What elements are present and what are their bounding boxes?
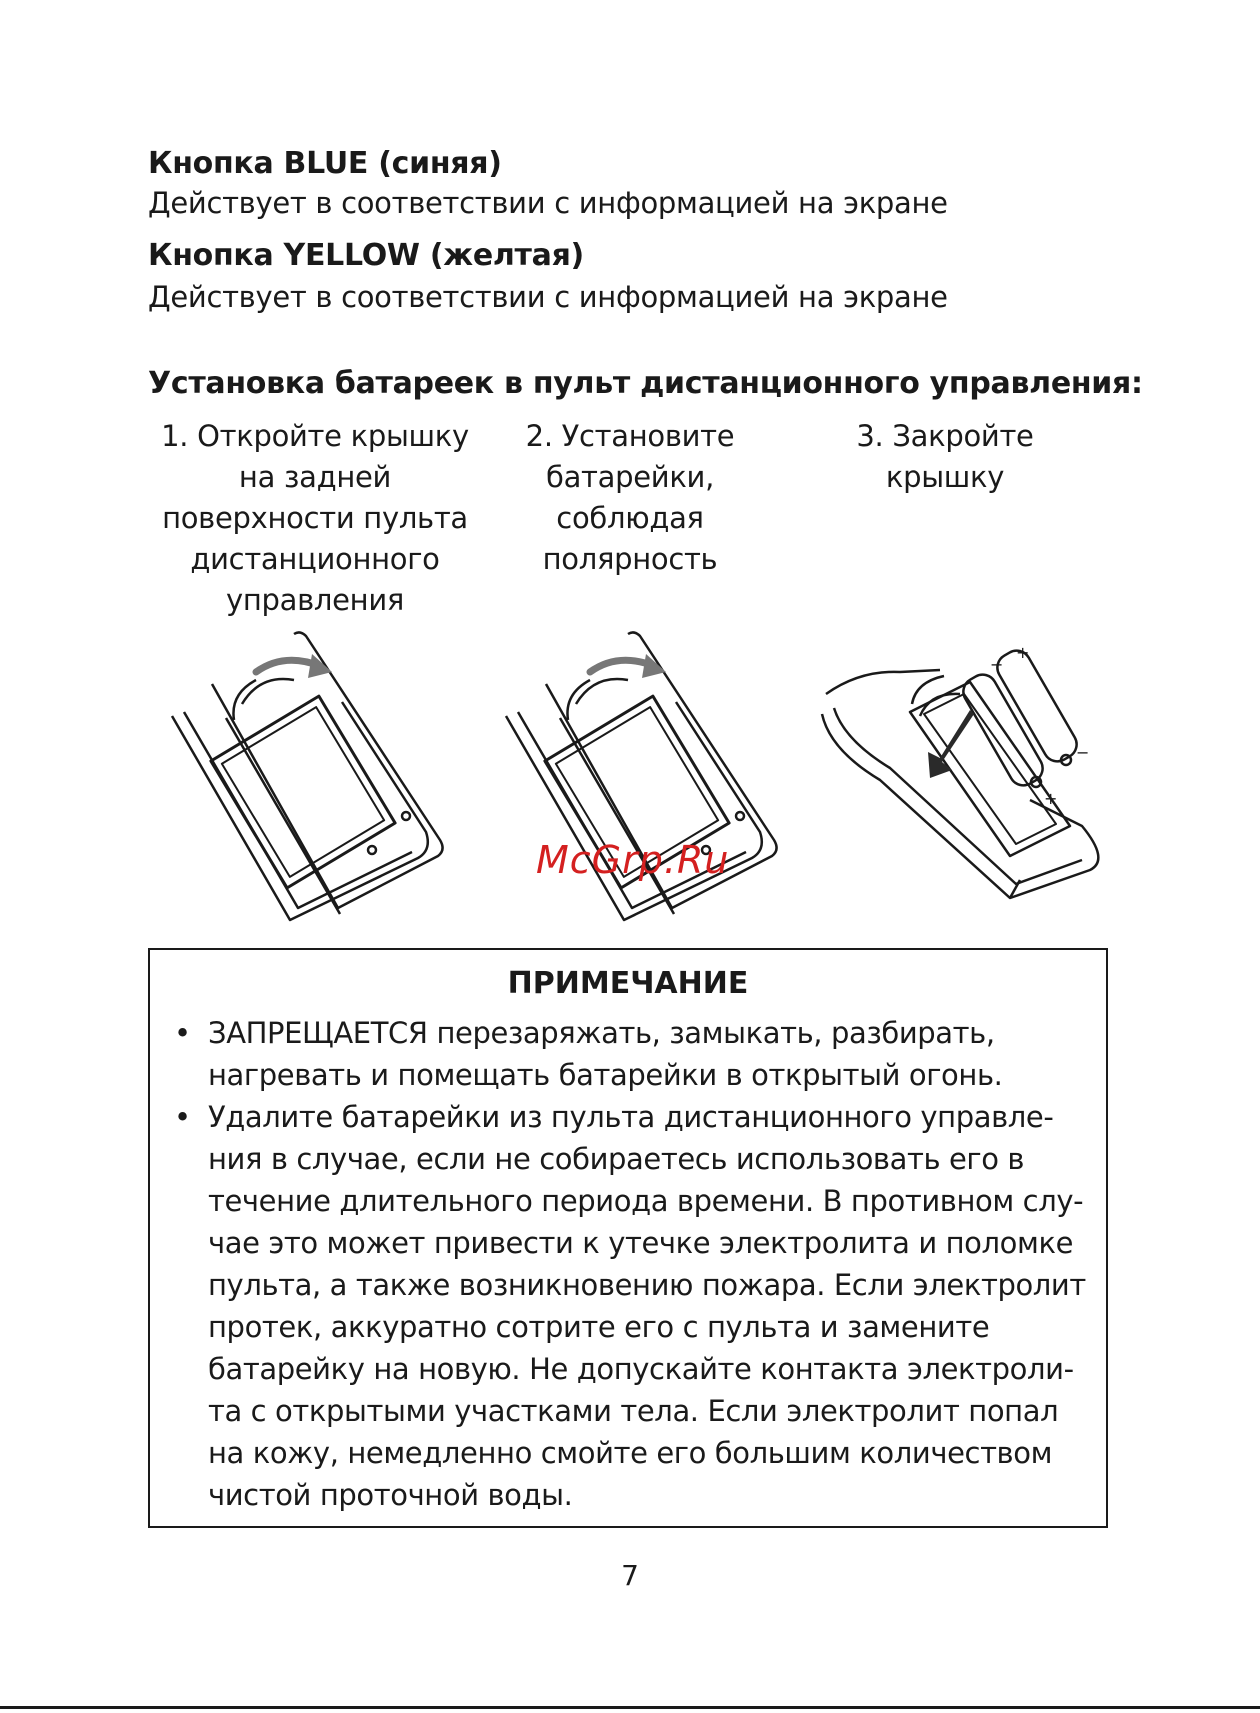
- bullet-icon: •: [174, 1016, 191, 1050]
- page-number: 7: [621, 1559, 639, 1592]
- yellow-button-heading: Кнопка YELLOW (желтая): [148, 238, 584, 273]
- blue-button-heading: Кнопка BLUE (синяя): [148, 146, 502, 181]
- plus-symbol: +: [1016, 643, 1030, 662]
- plus-symbol-2: +: [1044, 789, 1058, 808]
- bottom-rule: [0, 1706, 1260, 1709]
- yellow-button-description: Действует в соответствии с информацией на экране: [148, 280, 948, 314]
- bullet-icon: •: [174, 1100, 191, 1134]
- remote-install-batteries-illustration: [494, 628, 794, 928]
- watermark: McGrp.Ru: [536, 838, 730, 882]
- step-2-text: 2. Установите батарейки, соблюдая полярность: [525, 419, 735, 576]
- blue-button-description: Действует в соответствии с информацией на экране: [148, 186, 948, 220]
- remote-close-cover-illustration: [820, 630, 1130, 910]
- battery-heading: Установка батареек в пульт дистанционного управления:: [148, 366, 1143, 401]
- step-1-text: 1. Откройте крышку на задней поверхности пульта дистанционного управления: [161, 419, 469, 617]
- step-3-text: 3. Закройте крышку: [856, 419, 1034, 494]
- note-title: ПРИМЕЧАНИЕ: [507, 966, 749, 1001]
- minus-symbol: −: [990, 655, 1004, 674]
- note-box: ПРИМЕЧАНИЕ • ЗАПРЕЩАЕТСЯ перезаряжать, замыкать, разбирать, нагревать и помещать батарейки в открытый огонь. • Удалите батарейки из пульта дистанционного управле- ния в случае, если не собираетесь использовать его в течение длительного периода времени. В противном слу- чае это может привести к утечке электролита и поломке пульта, а также возникновению пожара. Если электролит протек, аккуратно сотрите его с пульта и замените батарейку на новую. Не допускайте контакта электроли- та с открытыми участками тела. Если электролит попал на кожу, немедленно смойте его большим количеством чистой проточной воды.: [148, 948, 1108, 1528]
- minus-symbol-2: −: [1076, 743, 1090, 762]
- remote-open-cover-illustration: [160, 628, 460, 928]
